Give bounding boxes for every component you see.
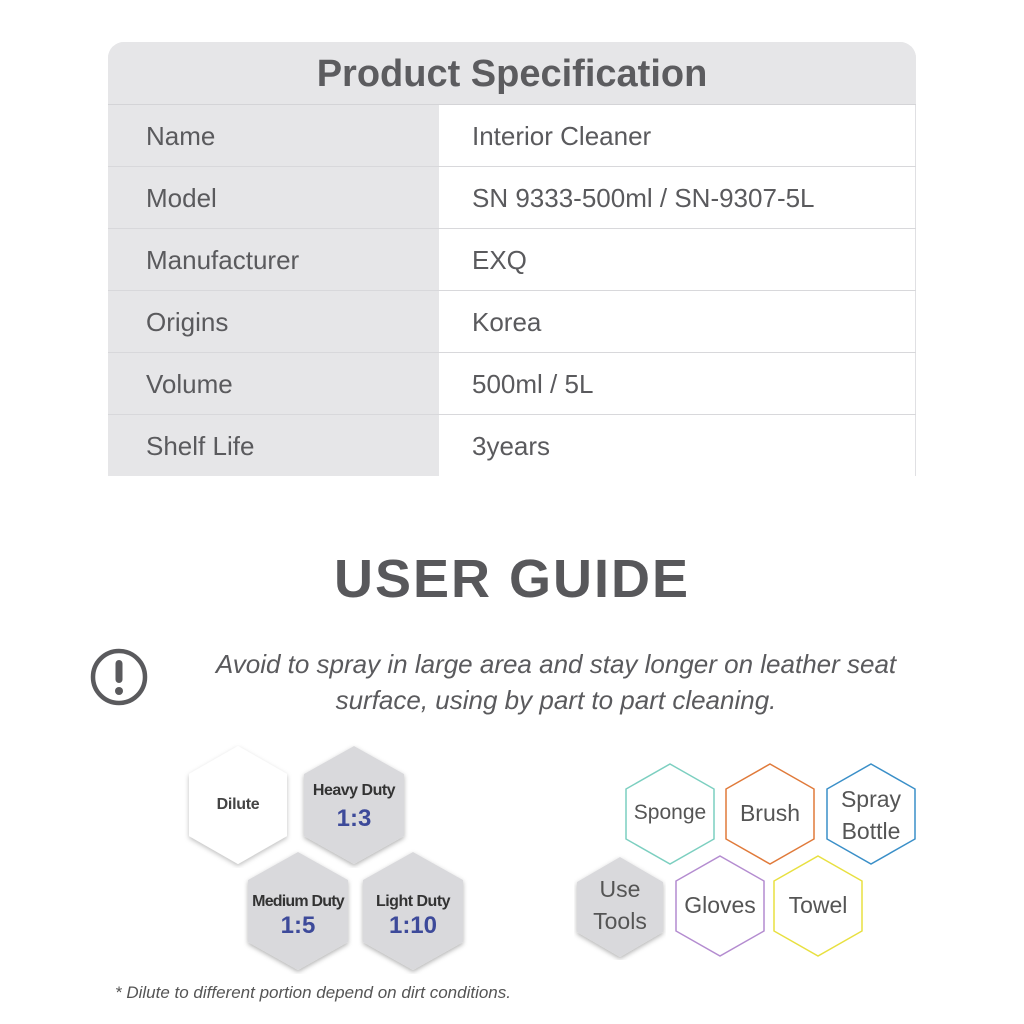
hex-spray-bottle [825, 762, 917, 866]
hex-towel [772, 854, 864, 958]
towel-label: Towel [788, 892, 848, 918]
user-guide-title: USER GUIDE [333, 549, 691, 609]
row-value: Korea [439, 291, 916, 352]
table-row [108, 229, 916, 291]
hexagon-shape [574, 854, 666, 960]
light-duty-label: Light Duty [375, 893, 451, 910]
hex-light-duty [357, 848, 469, 974]
hexagon-shape [242, 848, 354, 974]
row-label: Name [108, 105, 438, 166]
warning-line-1: Avoid to spray in large area and stay longer on leather seat [215, 649, 897, 679]
sponge-label: Sponge [633, 801, 707, 824]
warning-line-2: surface, using by part to part cleaning. [335, 685, 777, 715]
medium-duty-label: Medium Duty [252, 893, 344, 910]
row-value: 500ml / 5L [439, 353, 916, 414]
warning-text [165, 646, 947, 718]
light-duty-ratio: 1:10 [388, 912, 438, 939]
hex-medium-duty [242, 848, 354, 974]
hex-brush [724, 762, 816, 866]
use-tools-line-1: Use [599, 876, 641, 902]
table-row [108, 105, 916, 167]
exclamation-icon [90, 648, 148, 706]
hex-sponge [624, 762, 716, 866]
table-row [108, 291, 916, 353]
hex-use-tools [574, 854, 666, 960]
table-row [108, 415, 916, 476]
row-value: SN 9333-500ml / SN-9307-5L [439, 167, 916, 228]
spray-label-line-1: Spray [840, 786, 902, 812]
brush-label: Brush [739, 800, 801, 826]
row-label: Volume [108, 353, 438, 414]
use-tools-line-2: Tools [593, 908, 647, 934]
spec-table [108, 42, 916, 476]
heavy-duty-ratio: 1:3 [336, 805, 372, 832]
medium-duty-ratio: 1:5 [280, 912, 316, 939]
hexagon-shape [357, 848, 469, 974]
table-row [108, 167, 916, 229]
heavy-duty-label: Heavy Duty [312, 782, 396, 799]
spec-title: Product Specification [108, 42, 916, 105]
row-label: Manufacturer [108, 229, 438, 290]
row-label: Origins [108, 291, 438, 352]
hexagon-outline [825, 762, 917, 866]
row-label: Model [108, 167, 438, 228]
row-label: Shelf Life [108, 415, 438, 476]
footnote: * Dilute to different portion depend on dirt conditions. [115, 983, 511, 1002]
dilute-label: Dilute [216, 796, 260, 813]
hex-gloves [674, 854, 766, 958]
row-value: 3years [439, 415, 916, 476]
row-value: Interior Cleaner [439, 105, 916, 166]
table-row [108, 353, 916, 415]
gloves-label: Gloves [684, 892, 756, 918]
row-value: EXQ [439, 229, 916, 290]
spray-label-line-2: Bottle [841, 818, 901, 844]
